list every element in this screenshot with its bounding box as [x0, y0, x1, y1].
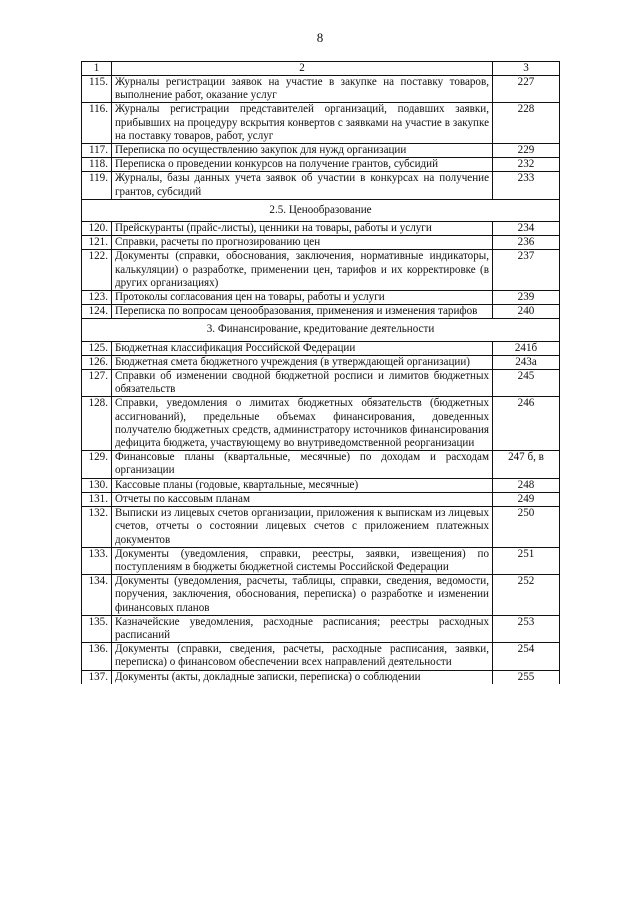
table-header-row [82, 62, 560, 76]
table-row [82, 575, 560, 616]
row-title: Переписка по вопросам ценообразования, применения и изменения тарифов [112, 305, 493, 319]
table-row [82, 250, 560, 291]
row-article: 249 [493, 492, 560, 506]
section-heading-row [82, 199, 560, 221]
section-heading: 3. Финансирование, кредитование деятельности [82, 319, 560, 341]
table-row [82, 236, 560, 250]
table-row [82, 341, 560, 355]
row-title: Журналы регистрации представителей организаций, подавших заявки, прибывших на процедуру вскрытия конвертов с заявками на участие в закупке на поставку товаров, работ, услуг [112, 103, 493, 144]
table-row [82, 507, 560, 548]
row-number: 119. [82, 172, 112, 199]
row-number: 118. [82, 158, 112, 172]
page-number: 8 [316, 30, 324, 45]
table-row [82, 643, 560, 670]
row-article: 248 [493, 478, 560, 492]
row-number: 137. [82, 670, 112, 684]
row-number: 120. [82, 222, 112, 236]
row-article: 233 [493, 172, 560, 199]
row-number: 117. [82, 144, 112, 158]
row-article: 246 [493, 397, 560, 451]
header-col-title: 2 [112, 62, 493, 76]
row-title: Справки об изменении сводной бюджетной росписи и лимитов бюджетных обязательств [112, 370, 493, 397]
row-number: 125. [82, 341, 112, 355]
row-title: Переписка по осуществлению закупок для нужд организации [112, 144, 493, 158]
table-row [82, 370, 560, 397]
row-number: 127. [82, 370, 112, 397]
row-title: Кассовые планы (годовые, квартальные, месячные) [112, 478, 493, 492]
row-article: 234 [493, 222, 560, 236]
row-number: 126. [82, 355, 112, 369]
section-heading: 2.5. Ценообразование [82, 199, 560, 221]
row-number: 132. [82, 507, 112, 548]
table-row [82, 670, 560, 684]
row-title: Журналы регистрации заявок на участие в закупке на поставку товаров, выполнение работ, оказание услуг [112, 76, 493, 103]
table-row [82, 103, 560, 144]
table-row [82, 492, 560, 506]
table-row [82, 144, 560, 158]
row-number: 121. [82, 236, 112, 250]
row-number: 123. [82, 291, 112, 305]
row-article: 243а [493, 355, 560, 369]
row-title: Журналы, базы данных учета заявок об участии в конкурсах на получение грантов, субсидий [112, 172, 493, 199]
row-article: 241б [493, 341, 560, 355]
row-title: Бюджетная смета бюджетного учреждения (в утверждающей организации) [112, 355, 493, 369]
nomenclature-table [81, 61, 560, 684]
row-title: Выписки из лицевых счетов организации, приложения к выпискам из лицевых счетов, отчеты о состоянии лицевых счетов с приложением платежных документов [112, 507, 493, 548]
table-row [82, 222, 560, 236]
row-article: 254 [493, 643, 560, 670]
row-article: 239 [493, 291, 560, 305]
row-article: 252 [493, 575, 560, 616]
row-title: Документы (акты, докладные записки, переписка) о соблюдении [112, 670, 493, 684]
row-number: 122. [82, 250, 112, 291]
row-title: Справки, уведомления о лимитах бюджетных обязательств (бюджетных ассигнований), предельные объемах финансирования, доведенных получателю бюджетных средств, администратору источников финансирования дефицита бюджета, участвующему во внутриведомственной реорганизации [112, 397, 493, 451]
row-number: 129. [82, 451, 112, 478]
row-article: 236 [493, 236, 560, 250]
table-row [82, 172, 560, 199]
table-row [82, 397, 560, 451]
table-row [82, 478, 560, 492]
row-title: Документы (справки, обоснования, заключения, нормативные индикаторы, калькуляции) о разработке, применении цен, тарифов и их корректировке (в других организациях) [112, 250, 493, 291]
row-number: 133. [82, 547, 112, 574]
row-article: 240 [493, 305, 560, 319]
row-article: 228 [493, 103, 560, 144]
row-number: 134. [82, 575, 112, 616]
table-row [82, 305, 560, 319]
row-title: Финансовые планы (квартальные, месячные) по доходам и расходам организации [112, 451, 493, 478]
header-col-term: 3 [493, 62, 560, 76]
row-title: Отчеты по кассовым планам [112, 492, 493, 506]
row-article: 229 [493, 144, 560, 158]
row-article: 251 [493, 547, 560, 574]
row-number: 135. [82, 615, 112, 642]
row-article: 245 [493, 370, 560, 397]
row-article: 250 [493, 507, 560, 548]
row-number: 124. [82, 305, 112, 319]
row-title: Документы (справки, сведения, расчеты, расходные расписания, заявки, переписка) о финансовом обеспечении всех направлений деятельности [112, 643, 493, 670]
row-title: Казначейские уведомления, расходные расписания; реестры расходных расписаний [112, 615, 493, 642]
row-number: 116. [82, 103, 112, 144]
table-row [82, 76, 560, 103]
row-title: Справки, расчеты по прогнозированию цен [112, 236, 493, 250]
table-row [82, 615, 560, 642]
section-heading-row [82, 319, 560, 341]
row-title: Документы (уведомления, расчеты, таблицы, справки, сведения, ведомости, поручения, заключения, обоснования, переписка) о разработке и изменении финансовых планов [112, 575, 493, 616]
table-row [82, 451, 560, 478]
row-title: Протоколы согласования цен на товары, работы и услуги [112, 291, 493, 305]
header-col-number: 1 [82, 62, 112, 76]
row-number: 130. [82, 478, 112, 492]
row-article: 253 [493, 615, 560, 642]
row-title: Бюджетная классификация Российской Федерации [112, 341, 493, 355]
row-article: 255 [493, 670, 560, 684]
row-title: Прейскуранты (прайс-листы), ценники на товары, работы и услуги [112, 222, 493, 236]
row-number: 128. [82, 397, 112, 451]
row-title: Переписка о проведении конкурсов на получение грантов, субсидий [112, 158, 493, 172]
row-number: 136. [82, 643, 112, 670]
row-article: 237 [493, 250, 560, 291]
table-row [82, 355, 560, 369]
table-row [82, 291, 560, 305]
row-title: Документы (уведомления, справки, реестры, заявки, извещения) по поступлениям в бюджеты бюджетной системы Российской Федерации [112, 547, 493, 574]
table-row [82, 158, 560, 172]
row-article: 227 [493, 76, 560, 103]
row-number: 131. [82, 492, 112, 506]
table-row [82, 547, 560, 574]
row-number: 115. [82, 76, 112, 103]
row-article: 232 [493, 158, 560, 172]
row-article: 247 б, в [493, 451, 560, 478]
